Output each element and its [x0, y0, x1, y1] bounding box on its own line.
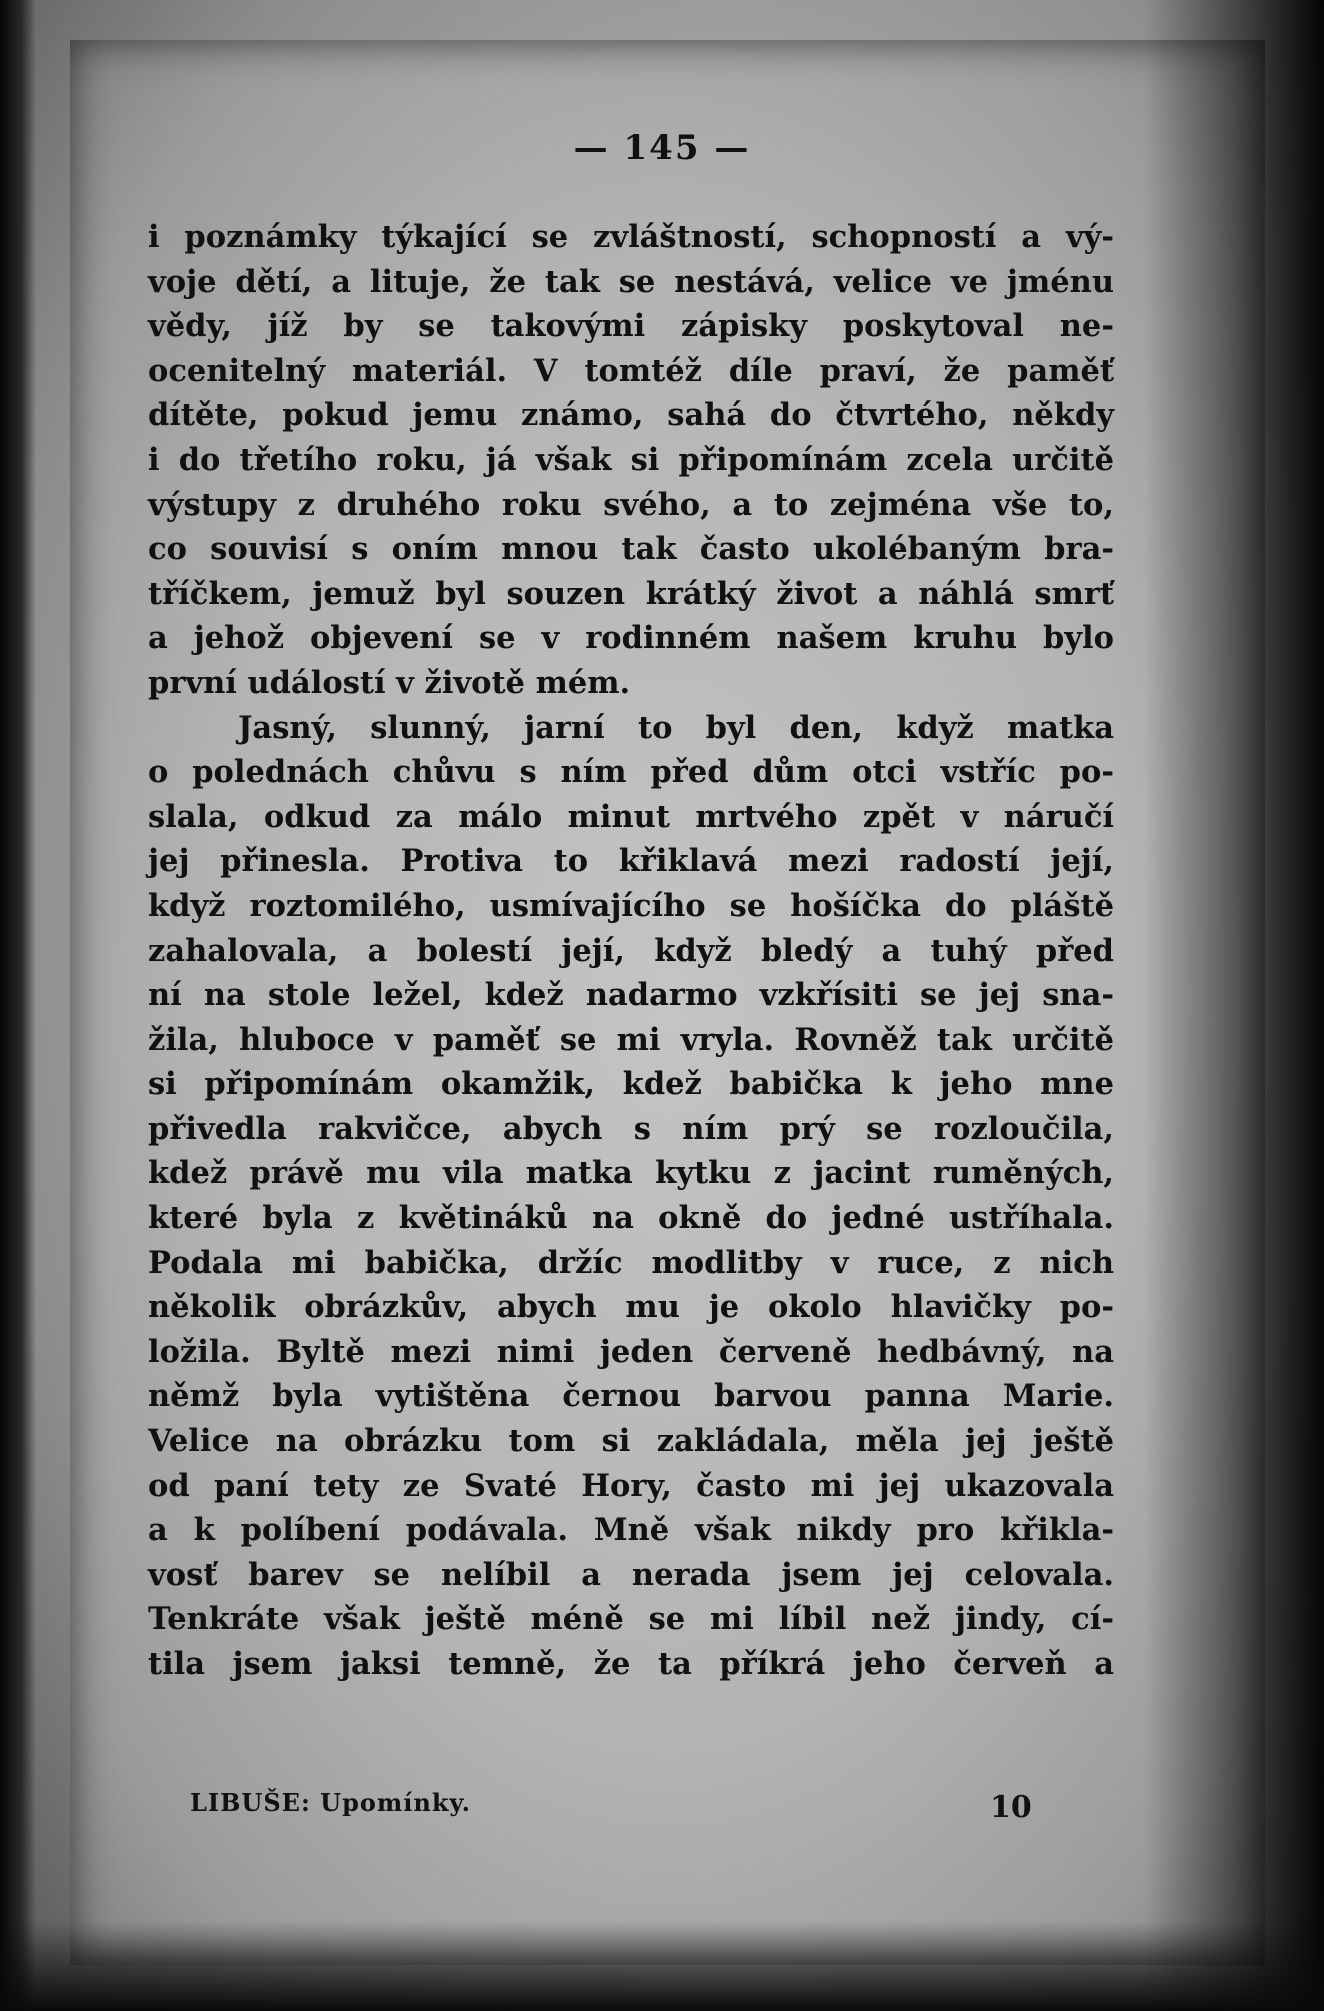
- text-line: ní na stole ležel, kdež nadarmo vzkřísiti se jej sna-: [148, 977, 1114, 1014]
- text-line: si připomínám okamžik, kdež babička k jeho mne: [148, 1066, 1114, 1103]
- text-line: přivedla rakvičce, abych s ním prý se rozloučila,: [148, 1110, 1114, 1147]
- text-line: Tenkráte však ještě méně se mi líbil než jindy, cí-: [148, 1601, 1114, 1638]
- scan-edge-right: [1144, 0, 1324, 2011]
- text-line: co souvisí s oním mnou tak často ukolébaným bra-: [148, 531, 1114, 568]
- text-line: výstupy z druhého roku svého, a to zejména vše to,: [148, 486, 1114, 523]
- text-line: zahalovala, a bolestí její, když bledý a tuhý před: [148, 932, 1114, 969]
- text-line: vědy, jíž by se takovými zápisky poskytoval ne-: [148, 308, 1114, 345]
- text-line: a jehož objevení se v rodinném našem kruhu bylo: [148, 620, 1114, 657]
- text-line: které byla z květináků na okně do jedné ustříhala.: [148, 1200, 1114, 1237]
- text-line: první událostí v životě mém.: [148, 664, 631, 701]
- text-line: tříčkem, jemuž byl souzen krátký život a náhlá smrť: [148, 575, 1114, 612]
- text-line: o polednách chůvu s ním před dům otci vstříc po-: [148, 754, 1114, 791]
- text-line: Jasný, slunný, jarní to byl den, když matka: [238, 709, 1114, 746]
- text-line: němž byla vytištěna černou barvou panna Marie.: [148, 1378, 1114, 1415]
- text-line: od paní tety ze Svaté Hory, často mi jej ukazovala: [148, 1467, 1114, 1504]
- text-line: ložila. Byltě mezi nimi jeden červeně hedbávný, na: [148, 1333, 1114, 1370]
- text-line: i poznámky týkající se zvláštností, schopností a vý-: [148, 219, 1114, 255]
- text-line: i do třetího roku, já však si připomínám zcela určitě: [148, 441, 1114, 478]
- text-line: Podala mi babička, držíc modlitby v ruce, z nich: [148, 1244, 1114, 1281]
- running-footer-signature: LIBUŠE: Upomínky.: [190, 1788, 472, 1817]
- signature-number: 10: [990, 1790, 1032, 1825]
- text-line: voje dětí, a lituje, že tak se nestává, velice ve jménu: [148, 263, 1114, 300]
- scan-edge-bottom: [0, 1921, 1324, 2011]
- text-line: slala, odkud za málo minut mrtvého zpět v náručí: [148, 798, 1114, 835]
- text-line: vosť barev se nelíbil a nerada jsem jej celovala.: [148, 1556, 1114, 1593]
- text-line: kdež právě mu vila matka kytku z jacint ruměných,: [148, 1155, 1114, 1192]
- text-line: Velice na obrázku tom si zakládala, měla jej ještě: [148, 1423, 1114, 1460]
- scan-edge-left: [0, 0, 36, 2011]
- page-header: — 145 —: [573, 128, 751, 168]
- text-line: když roztomilého, usmívajícího se hošíčka do pláště: [148, 887, 1114, 924]
- text-line: dítěte, pokud jemu známo, sahá do čtvrtého, někdy: [148, 397, 1114, 434]
- text-line: tila jsem jaksi temně, že ta příkrá jeho červeň a: [148, 1646, 1114, 1682]
- text-line: jej přinesla. Protiva to křiklavá mezi radostí její,: [148, 843, 1114, 880]
- body-text: [148, 215, 1114, 1687]
- text-line: a k políbení podávala. Mně však nikdy pro křikla-: [148, 1512, 1114, 1549]
- text-line: několik obrázkův, abych mu je okolo hlavičky po-: [148, 1289, 1114, 1326]
- text-line: žila, hluboce v paměť se mi vryla. Rovněž tak určitě: [148, 1021, 1114, 1058]
- text-line: ocenitelný materiál. V tomtéž díle praví, že paměť: [148, 352, 1114, 389]
